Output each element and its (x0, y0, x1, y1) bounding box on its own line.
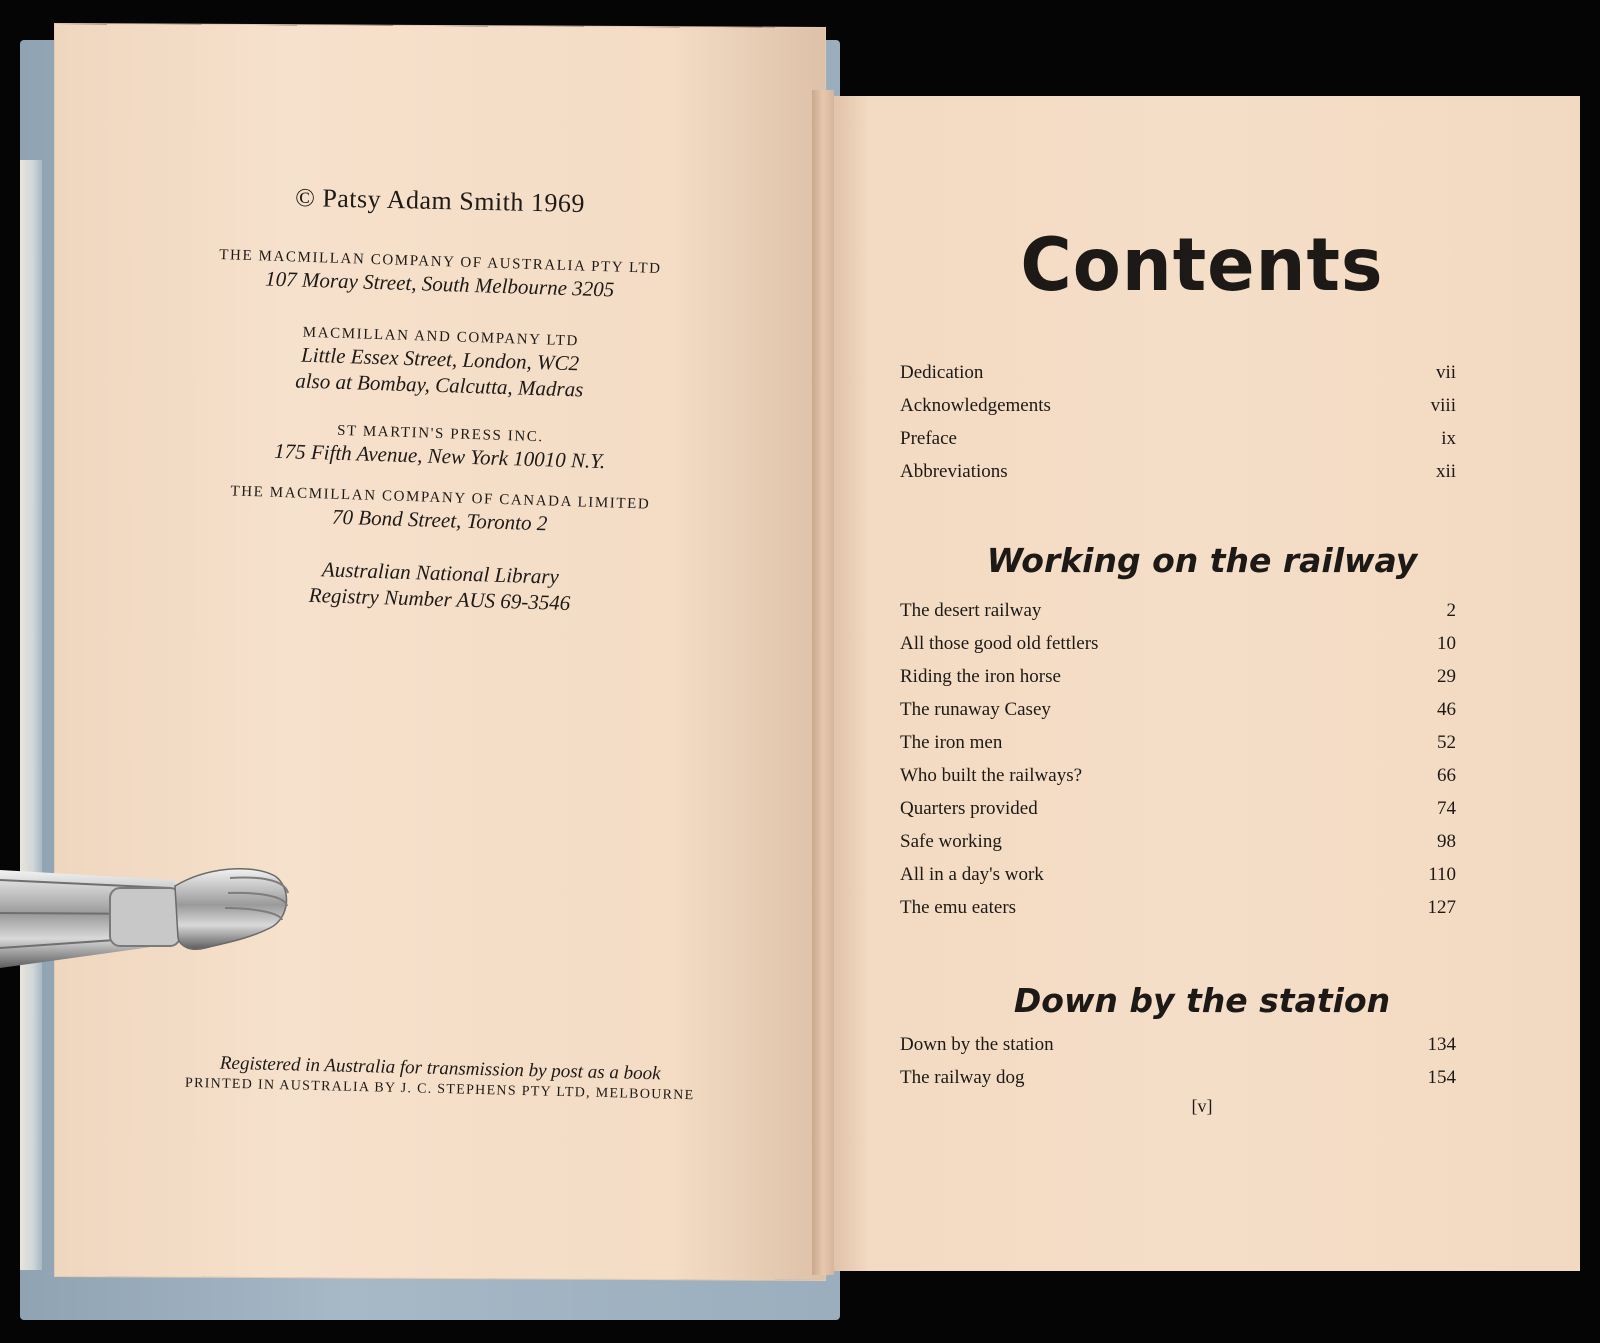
library-registry: Registry Number AUS 69-3546 (308, 582, 571, 616)
toc-entry (900, 627, 1456, 660)
publisher-block (55, 414, 826, 481)
toc-entry-title: Acknowledgements (900, 395, 1051, 416)
toc-entry-page: 154 (1427, 1067, 1456, 1088)
toc-entry (900, 825, 1456, 858)
toc-entry-title: The runaway Casey (900, 699, 1051, 720)
toc-entry (900, 1061, 1456, 1094)
toc-entry-title: Down by the station (900, 1034, 1054, 1055)
registration-block (55, 1049, 826, 1108)
toc-entry (900, 660, 1456, 693)
toc-entry-title: The railway dog (900, 1067, 1025, 1088)
printer-line: PRINTED IN AUSTRALIA BY J. C. STEPHENS PTY LTD, MELBOURNE (184, 1075, 695, 1104)
toc-entry-title: All in a day's work (900, 864, 1044, 885)
toc-entry-page: 127 (1427, 897, 1456, 918)
registered-line: Registered in Australia for transmission by post as a book (219, 1052, 661, 1085)
section-entries (900, 1028, 1456, 1094)
toc-entry-page: 52 (1437, 732, 1456, 753)
library-block (54, 548, 825, 624)
toc-entry-page: 46 (1437, 699, 1456, 720)
toc-entry (900, 455, 1456, 488)
toc-entry-title: Abbreviations (900, 461, 1008, 482)
publisher-block (55, 478, 826, 545)
toc-entry-page: 29 (1437, 666, 1456, 687)
toc-entry-title: The emu eaters (900, 897, 1017, 918)
publisher-name: THE MACMILLAN COMPANY OF AUSTRALIA PTY LTD (219, 247, 662, 277)
library-line: Australian National Library (321, 557, 560, 589)
toc-entry (900, 858, 1456, 891)
publisher-address: 107 Moray Street, South Melbourne 3205 (264, 266, 615, 302)
publisher-name: THE MACMILLAN COMPANY OF CANADA LIMITED (230, 483, 651, 513)
publisher-address: 70 Bond Street, Toronto 2 (331, 504, 548, 536)
contents-page (824, 96, 1580, 1271)
imprint-page (55, 26, 825, 1278)
toc-entry (900, 726, 1456, 759)
publisher-address: 175 Fifth Avenue, New York 10010 N.Y. (273, 438, 606, 474)
toc-entry-title: Dedication (900, 362, 984, 383)
copyright-line: © Patsy Adam Smith 1969 (294, 182, 586, 219)
toc-entry (900, 1028, 1456, 1061)
toc-entry-page: 66 (1437, 765, 1456, 786)
toc-entry-page: 2 (1446, 600, 1456, 621)
publisher-address: also at Bombay, Calcutta, Madras (294, 368, 584, 402)
toc-entry-page: xii (1435, 461, 1456, 482)
toc-entry (900, 792, 1456, 825)
toc-entry-title: The desert railway (900, 600, 1042, 621)
publisher-block (54, 317, 826, 410)
toc-entry-title: The iron men (900, 732, 1003, 753)
toc-entry-title: Safe working (900, 831, 1002, 852)
toc-entry (900, 759, 1456, 792)
toc-entry-title: Preface (900, 428, 957, 449)
toc-entry (900, 594, 1456, 627)
toc-entry-page: vii (1435, 362, 1456, 383)
toc-entry-page: 98 (1437, 831, 1456, 852)
toc-entry (900, 389, 1456, 422)
cover-edge (20, 160, 42, 1270)
publisher-name: ST MARTIN'S PRESS INC. (336, 422, 545, 446)
toc-entry-page: 134 (1427, 1034, 1456, 1055)
publisher-block (55, 242, 826, 309)
toc-entry-page: ix (1441, 428, 1456, 449)
section-heading: Down by the station (1013, 981, 1391, 1020)
toc-entry (900, 891, 1456, 924)
toc-entry-title: Quarters provided (900, 798, 1038, 819)
toc-entry-title: Riding the iron horse (900, 666, 1061, 687)
toc-entry (900, 422, 1456, 455)
page-folio: [v] (1191, 1096, 1213, 1116)
toc-entry-page: 10 (1437, 633, 1456, 654)
contents-title: Contents (1020, 221, 1384, 309)
toc-entry (900, 356, 1456, 389)
front-matter-list (900, 356, 1456, 488)
section-heading: Working on the railway (986, 541, 1418, 580)
publisher-address: Little Essex Street, London, WC2 (300, 342, 580, 376)
toc-entry-title: All those good old fettlers (900, 633, 1099, 654)
toc-entry-page: viii (1430, 395, 1456, 416)
hand-bookmark-clip (0, 858, 300, 973)
publisher-name: MACMILLAN AND COMPANY LTD (302, 324, 580, 350)
toc-entry-title: Who built the railways? (900, 765, 1083, 786)
toc-entry-page: 74 (1437, 798, 1456, 819)
toc-entry-page: 110 (1428, 864, 1456, 885)
toc-entry (900, 693, 1456, 726)
section-entries (900, 594, 1456, 924)
